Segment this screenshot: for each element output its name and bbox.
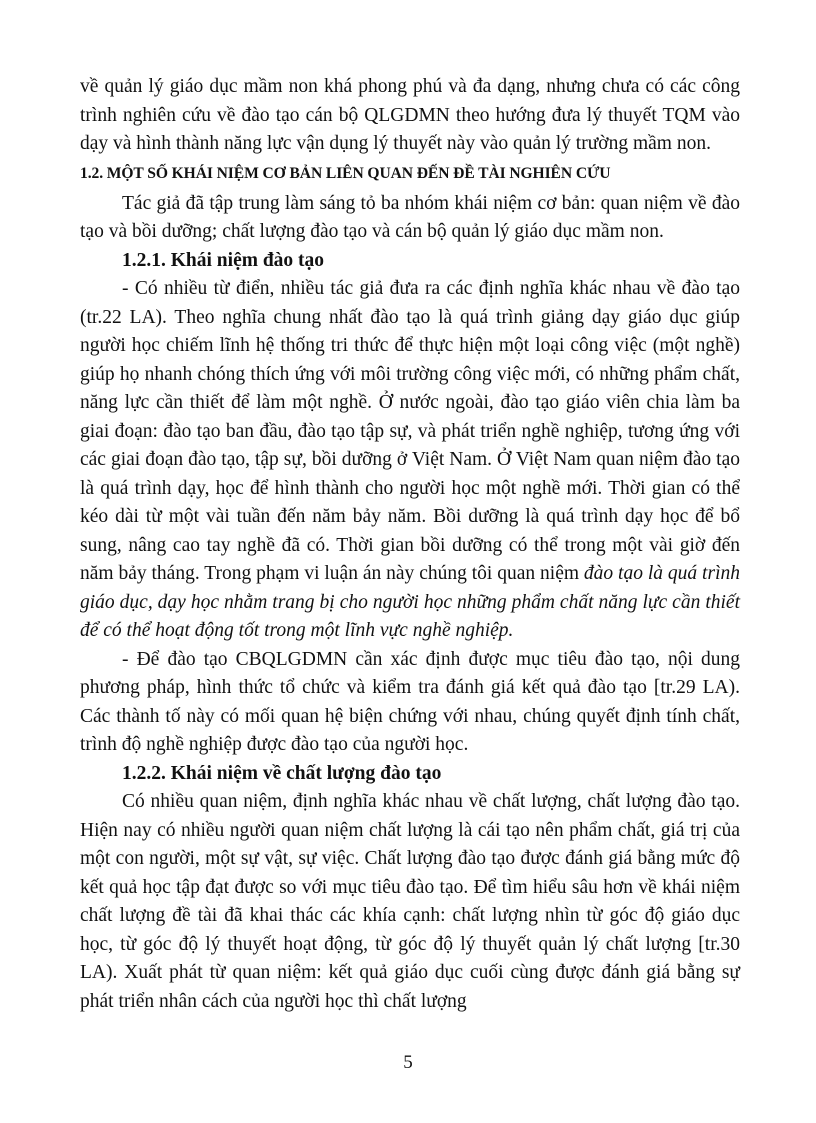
definition-italic: đào tạo là quá trình giáo dục, dạy học nhằm trang bị cho người học những phẩm chất năng lực cần thiết để có thể hoạt động tốt trong một lĩnh vực nghề nghiệp.: [80, 563, 740, 641]
page-number: 5: [403, 1052, 413, 1073]
document-page: [80, 73, 740, 1016]
paragraph-training-components: - Để đào tạo CBQLGDMN cần xác định được mục tiêu đào tạo, nội dung phương pháp, hình thức tổ chức và kiểm tra đánh giá kết quả đào tạo [tr.29 LA). Các thành tố này có mối quan hệ biện chứng với nhau, chúng quyết định tính chất, trình độ nghề nghiệp được đào tạo của người học.: [80, 648, 740, 755]
subsection-heading-2: 1.2.2. Khái niệm về chất lượng đào tạo: [122, 762, 442, 784]
definition-text: - Có nhiều từ điển, nhiều tác giả đưa ra các định nghĩa khác nhau về đào tạo (tr.22 LA). Theo nghĩa chung nhất đào tạo là quá trình giảng dạy giáo dục giúp người học chiếm lĩnh hệ thống tri thức để thực hiện một loại công việc (một nghề) giúp họ nhanh chóng thích ứng với môi trường công việc mới, có những phẩm chất, năng lực cần thiết để làm một nghề. Ở nước ngoài, đào tạo giáo viên chia làm ba giai đoạn: đào tạo ban đầu, đào tạo tập sự, và phát triển nghề nghiệp, tương ứng với các giai đoạn đào tạo, tập sự, bồi dưỡng ở Việt Nam. Ở Việt Nam quan niệm đào tạo là quá trình dạy, học để hình thành cho người học một nghề mới. Thời gian có thể kéo dài từ một vài tuần đến năm bảy năm. Bồi dưỡng là quá trình dạy học để bổ sung, nâng cao tay nghề đã có. Thời gian bồi dưỡng có thể trong một vài giờ đến năm bảy tháng. Trong phạm vi luận án này chúng tôi quan niệm: [80, 278, 740, 584]
paragraph-quality: Có nhiều quan niệm, định nghĩa khác nhau về chất lượng, chất lượng đào tạo. Hiện nay có nhiều người quan niệm chất lượng là cái tạo nên phẩm chất, giá trị của một con người, một sự vật, sự việc. Chất lượng đào tạo được đánh giá bằng mức độ kết quả học tập đạt được so với mục tiêu đào tạo. Để tìm hiểu sâu hơn về khái niệm chất lượng đề tài đã khai thác các khía cạnh: chất lượng nhìn từ góc độ giáo dục học, từ góc độ lý thuyết hoạt động, từ góc độ lý thuyết quản lý chất lượng [tr.30 LA). Xuất phát từ quan niệm: kết quả giáo dục cuối cùng được đánh giá bằng sự phát triển nhân cách của người học thì chất lượng: [80, 791, 740, 1012]
subsection-heading-1: 1.2.1. Khái niệm đào tạo: [122, 249, 325, 271]
paragraph-intro: Tác giả đã tập trung làm sáng tỏ ba nhóm khái niệm cơ bản: quan niệm về đào tạo và bồi dưỡng; chất lượng đào tạo và cán bộ quản lý giáo dục mầm non.: [80, 192, 740, 242]
paragraph-continuation: về quản lý giáo dục mầm non khá phong phú và đa dạng, nhưng chưa có các công trình nghiên cứu về đào tạo cán bộ QLGDMN theo hướng đưa lý thuyết TQM vào dạy và hình thành năng lực vận dụng lý thuyết này vào quản lý trường mầm non.: [80, 76, 740, 154]
section-heading: 1.2. MỘT SỐ KHÁI NIỆM CƠ BẢN LIÊN QUAN ĐẾN ĐỀ TÀI NGHIÊN CỨU: [80, 164, 611, 182]
paragraph-training-definition: [80, 275, 740, 646]
